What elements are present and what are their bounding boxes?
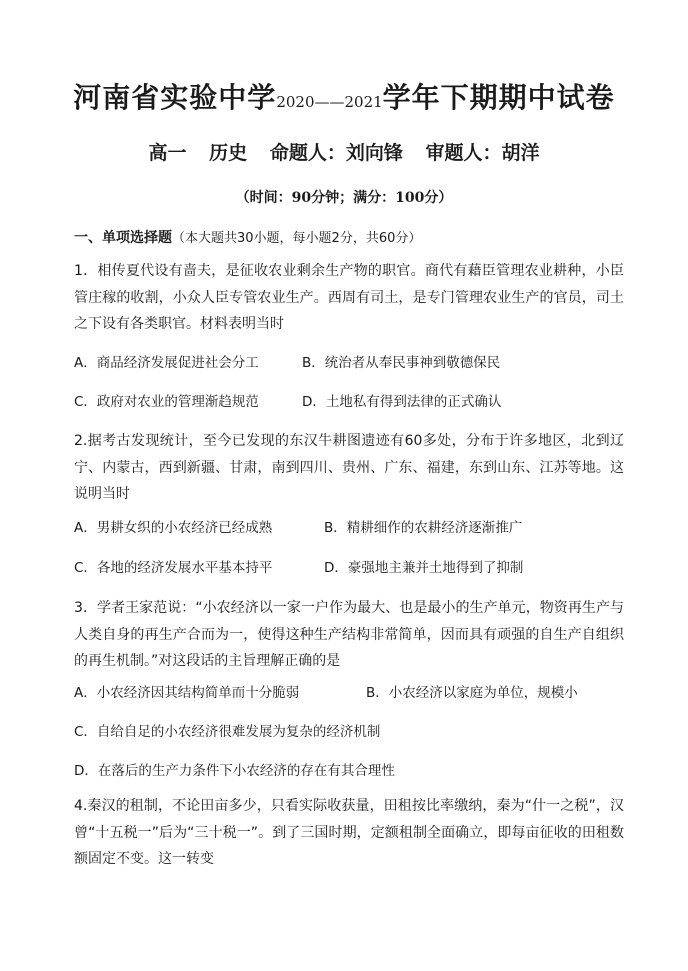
exam-title — [0, 76, 688, 116]
section-title: 一、单项选择题 — [74, 230, 172, 246]
grade-label: 高一 — [148, 142, 187, 164]
question-3-option-c[interactable]: C．自给自足的小农经济很难发展为复杂的经济机制 — [74, 724, 381, 740]
question-1-option-b[interactable]: B．统治者从奉民事神到敬德保民 — [302, 355, 501, 371]
question-1-option-a[interactable]: A．商品经济发展促进社会分工 — [74, 355, 259, 371]
question-2-option-c[interactable]: C．各地的经济发展水平基本持平 — [74, 560, 273, 576]
exam-term: 学年下期期中试卷 — [382, 81, 615, 114]
question-1-stem: 1．相传夏代设有啬夫，是征收农业剩余生产物的职官。商代有藉臣管理农业耕种，小臣管庄稼的收割，小众人臣专管农业生产。西周有司土，是专门管理农业生产的官员，司土之下设有各类职官。材料表明当时 — [74, 263, 624, 332]
question-2-option-b[interactable]: B．精耕细作的农耕经济逐渐推广 — [324, 520, 523, 536]
time-score-line: （时间：90分钟；满分：100分） — [235, 190, 453, 206]
subject-label: 历史 — [209, 142, 248, 164]
question-3-option-a[interactable]: A．小农经济因其结构简单而十分脆弱 — [74, 685, 300, 701]
section-note: （本大题共30小题，每小题2分，共60分） — [172, 231, 422, 246]
school-year: 2020——2021 — [276, 93, 383, 111]
question-3-option-d[interactable]: D．在落后的生产力条件下小农经济的存在有其合理性 — [74, 763, 395, 779]
question-2-option-d[interactable]: D．豪强地主兼并土地得到了抑制 — [324, 560, 524, 576]
exam-subtitle — [0, 138, 688, 165]
question-3-stem: 3．学者王家范说：“小农经济以一家一户作为最大、也是最小的生产单元，物资再生产与人类自身的再生产合而为一，使得这种生产结构非常简单，因而具有顽强的自生产自组织的再生机制。”对这段话的主旨理解正确的是 — [74, 600, 624, 669]
question-3-option-b[interactable]: B．小农经济以家庭为单位，规模小 — [366, 685, 578, 701]
question-2-option-a[interactable]: A．男耕女织的小农经济已经成熟 — [74, 520, 273, 536]
question-4-stem: 4.秦汉的租制，不论田亩多少，只看实际收获量，田租按比率缴纳，秦为“什一之税”，汉曾“十五税一”后为“三十税一”。到了三国时期，定额租制全面确立，即每亩征收的田租数额固定不变。这一转变 — [74, 798, 624, 867]
setter-label: 命题人：刘向锋 — [269, 142, 403, 164]
reviewer-label: 审题人：胡洋 — [425, 142, 540, 164]
question-1-option-c[interactable]: C．政府对农业的管理渐趋规范 — [74, 394, 259, 410]
question-2-stem: 2.据考古发现统计，至今已发现的东汉牛耕图遗迹有60多处，分布于许多地区，北到辽宁、内蒙古，西到新疆、甘肃，南到四川、贵州、广东、福建，东到山东、江苏等地。这说明当时 — [74, 433, 624, 502]
question-1-option-d[interactable]: D．土地私有得到法律的正式确认 — [302, 394, 502, 410]
school-name: 河南省实验中学 — [73, 81, 277, 114]
section-heading — [74, 227, 421, 247]
